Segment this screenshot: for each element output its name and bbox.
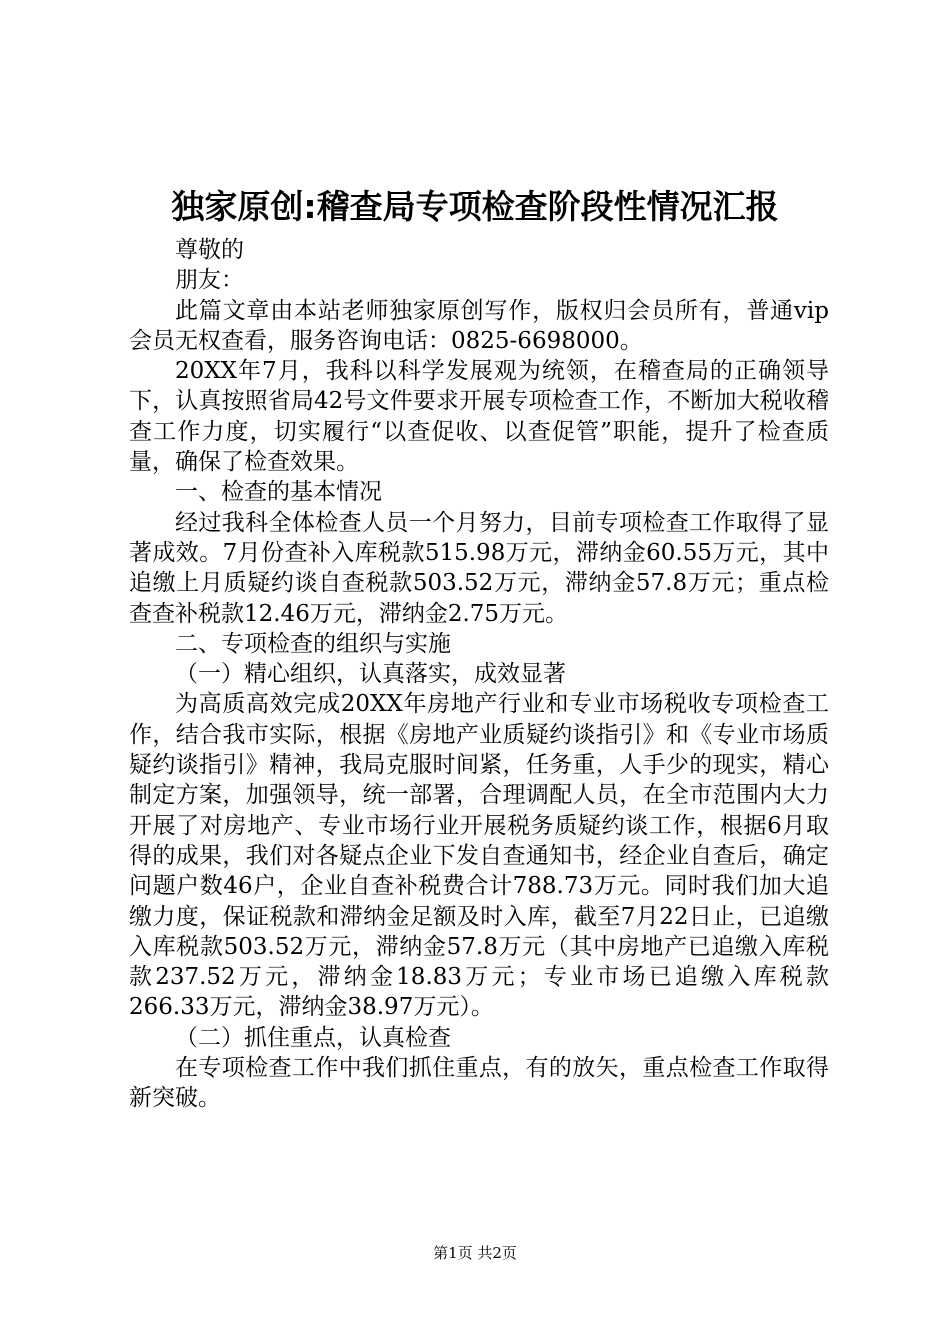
paragraph-basic-situation: 经过我科全体检查人员一个月努力，目前专项检查工作取得了显著成效。7月份查补入库税款515.98万元，滞纳金60.55万元，其中追缴上月质疑约谈自查税款503.52万元，滞纳金57.8万元；重点检查查补税款12.46万元，滞纳金2.75万元。 (129, 509, 829, 627)
paragraph-focus-inspection: 在专项检查工作中我们抓住重点，有的放矢，重点检查工作取得新突破。 (129, 1055, 829, 1112)
page-number-footer: 第1页 共2页 (433, 1244, 517, 1262)
document-title: 独家原创:稽查局专项检查阶段性情况汇报 (171, 187, 779, 226)
paragraph-organization-details: 为高质高效完成20XX年房地产行业和专业市场税收专项检查工作，结合我市实际，根据《房地产业质疑约谈指引》和《专业市场质疑约谈指引》精神，我局克服时间紧，任务重，人手少的现实，精心制定方案，加强领导，统一部署，合理调配人员，在全市范围内大力开展了对房地产、专业市场行业开展税务质疑约谈工作，根据6月取得的成果，我们对各疑点企业下发自查通知书，经企业自查后，确定问题户数46户，企业自查补税费合计788.73万元。同时我们加大追缴力度，保证税款和滞纳金足额及时入库，截至7月22日止，已追缴入库税款503.52万元，滞纳金57.8万元（其中房地产已追缴入库税款237.52万元，滞纳金18.83万元；专业市场已追缴入库税款266.33万元，滞纳金38.97万元）。 (129, 691, 829, 1021)
paragraph-copyright-notice: 此篇文章由本站老师独家原创写作，版权归会员所有，普通vip会员无权查看，服务咨询电话：0825-6698000。 (129, 297, 829, 354)
paragraph-introduction: 20XX年7月，我科以科学发展观为统领，在稽查局的正确领导下，认真按照省局42号文件要求开展专项检查工作，不断加大税收稽查工作力度，切实履行“以查促收、以查促管”职能，提升了检查质量，确保了检查效果。 (129, 358, 829, 476)
paragraph-greeting-friend: 朋友： (175, 267, 244, 294)
document-body (129, 235, 829, 1114)
subsection-heading-focus-inspection: （二）抓住重点，认真检查 (175, 1024, 451, 1051)
paragraph-greeting: 尊敬的 (175, 237, 244, 263)
section-heading-organization: 二、专项检查的组织与实施 (175, 630, 451, 657)
subsection-heading-careful-organization: （一）精心组织，认真落实，成效显著 (175, 661, 566, 688)
section-heading-basic-situation: 一、检查的基本情况 (175, 479, 382, 506)
